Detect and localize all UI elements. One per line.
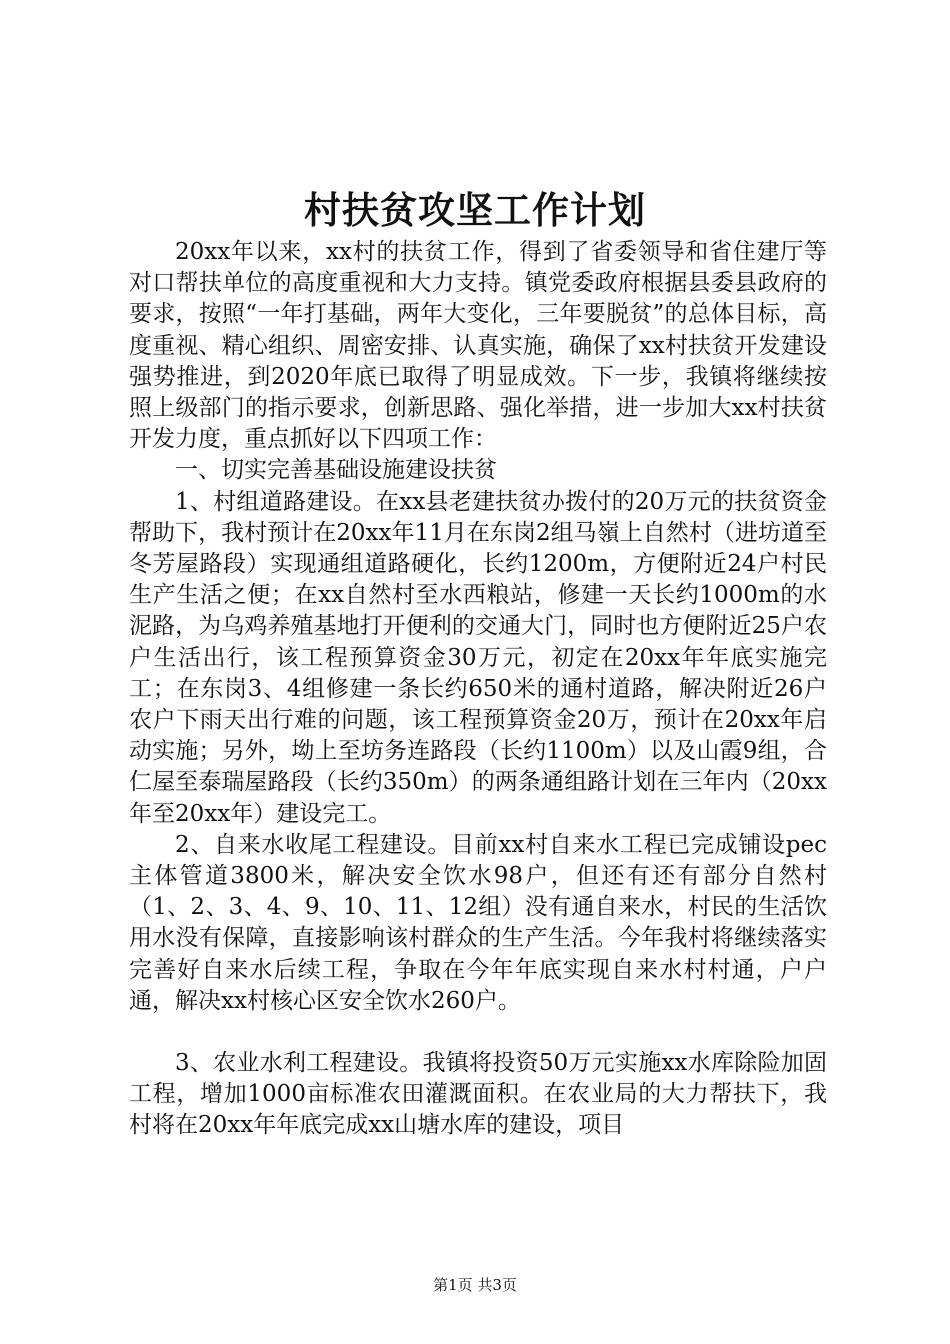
irrigation-paragraph: 3、农业水利工程建设。我镇将投资50万元实施xx水库除险加固工程，增加1000亩标准农田灌溉面积。在农业局的大力帮扶下，我村将在20xx年年底完成xx山塘水库的建设，项目 <box>129 1050 827 1139</box>
section-heading: 一、切实完善基础设施建设扶贫 <box>175 457 497 484</box>
page-number-footer: 第1页 共3页 <box>433 1276 517 1294</box>
document-title: 村扶贫攻坚工作计划 <box>304 188 646 232</box>
water-supply-paragraph: 2、自来水收尾工程建设。目前xx村自来水工程已完成铺设pec主体管道3800米，解决安全饮水98户，但还有还有部分自然村（1、2、3、4、9、10、11、12组）没有通自来水，村民的生活饮用水没有保障，直接影响该村群众的生产生活。今年我村将继续落实完善好自来水后续工程，争取在今年年底实现自来水村村通，户户通，解决xx村核心区安全饮水260户。 <box>129 831 827 1014</box>
intro-paragraph: 20xx年以来，xx村的扶贫工作，得到了省委领导和省住建厅等对口帮扶单位的高度重视和大力支持。镇党委政府根据县委县政府的要求，按照“一年打基础，两年大变化，三年要脱贫”的总体目标，高度重视、精心组织、周密安排、认真实施，确保了xx村扶贫开发建设强势推进，到2020年底已取得了明显成效。下一步，我镇将继续按照上级部门的指示要求，创新思路、强化举措，进一步加大xx村扶贫开发力度，重点抓好以下四项工作： <box>129 239 827 453</box>
road-construction-paragraph: 1、村组道路建设。在xx县老建扶贫办拨付的20万元的扶贫资金帮助下，我村预计在20xx年11月在东岗2组马嶺上自然村（进坊道至冬芳屋路段）实现通组道路硬化，长约1200m，方便附近24户村民生产生活之便；在xx自然村至水西粮站，修建一天长约1000m的水泥路，为乌鸡养殖基地打开便利的交通大门，同时也方便附近25户农户生活出行，该工程预算资金30万元，初定在20xx年年底实施完工；在东岗3、4组修建一条长约650米的通村道路，解决附近26户农户下雨天出行难的问题，该工程预算资金20万，预计在20xx年启动实施；另外，坳上至坊务连路段（长约1100m）以及山霞9组，合仁屋至泰瑞屋路段（长约350m）的两条通组路计划在三年内（20xx年至20xx年）建设完工。 <box>129 488 827 827</box>
document-body <box>129 237 827 1142</box>
